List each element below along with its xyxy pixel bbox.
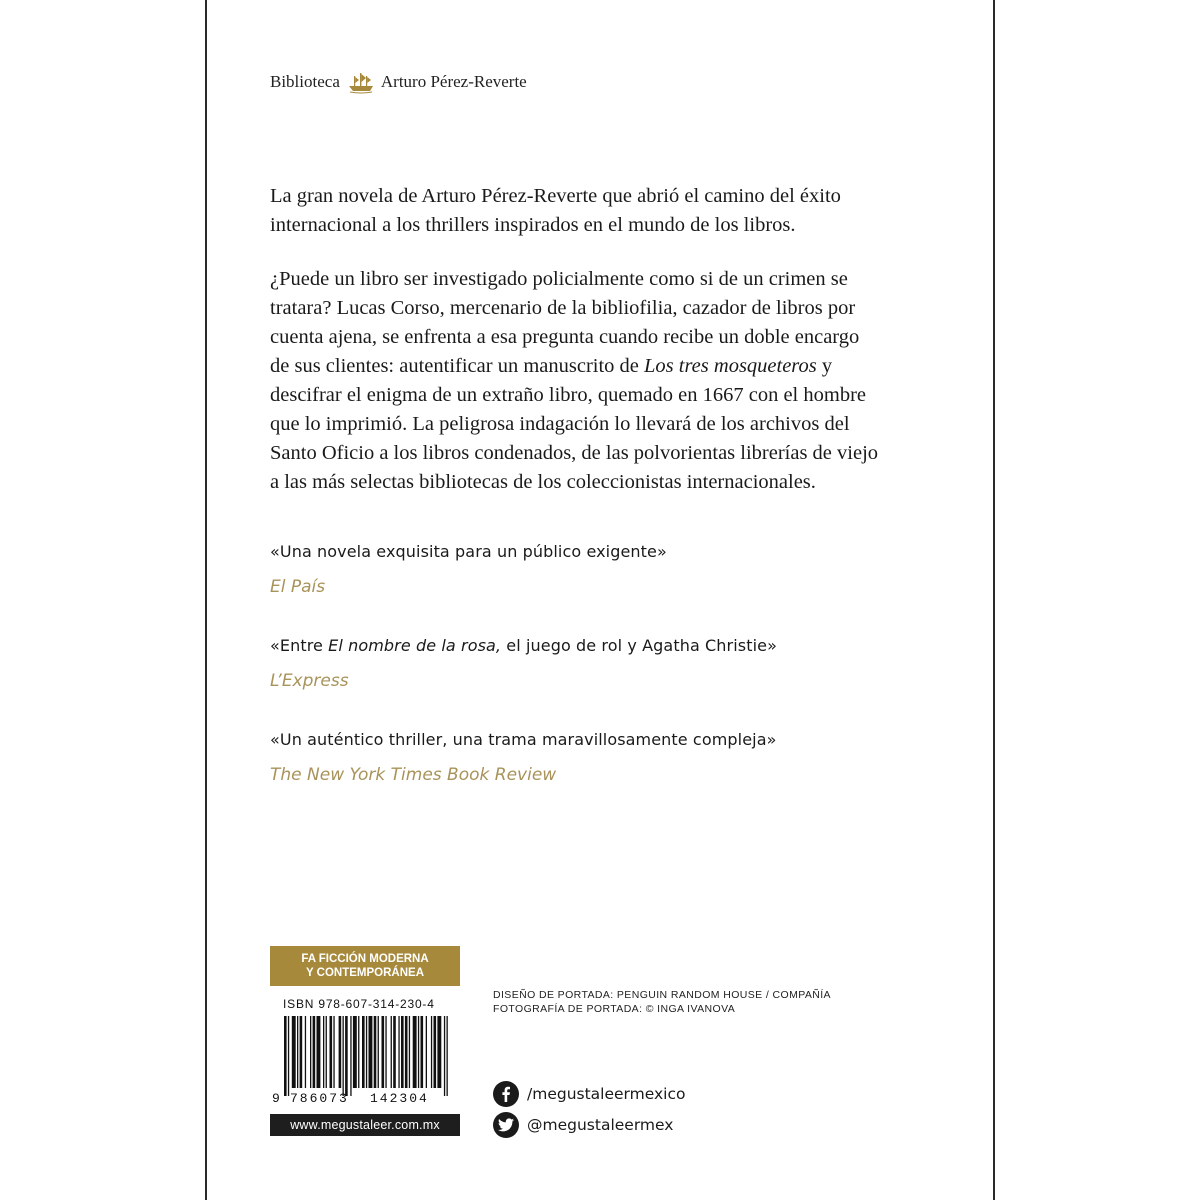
barcode-bar <box>444 1016 445 1096</box>
barcode-bar <box>350 1016 351 1096</box>
barcode-bar <box>310 1016 311 1088</box>
barcode-bar <box>288 1016 289 1096</box>
twitter-handle: @megustaleermex <box>527 1116 674 1134</box>
genre-label <box>270 946 460 986</box>
facebook-handle: /megustaleermexico <box>527 1085 686 1103</box>
barcode-bar <box>366 1016 367 1088</box>
cover-credits <box>493 988 831 1016</box>
barcode-bar <box>323 1016 324 1088</box>
genre-line-1: FA FICCIÓN MODERNA <box>301 953 429 965</box>
barcode-bar <box>317 1016 321 1088</box>
barcode-bar <box>333 1016 334 1088</box>
barcode-bar <box>413 1016 417 1088</box>
barcode-bar <box>292 1016 296 1088</box>
synopsis-intro: La gran novela de Arturo Pérez-Reverte que abrió el camino del éxito internacional a los thrillers inspirados en el mundo de los libros. <box>270 185 841 236</box>
synopsis <box>270 182 880 497</box>
barcode-bar <box>421 1016 424 1088</box>
barcode-bar <box>409 1016 410 1088</box>
barcode-bar <box>382 1016 385 1088</box>
barcode-bar <box>326 1016 327 1088</box>
quote-italic-title: El nombre de la rosa, <box>328 636 502 655</box>
quote-source: The New York Times Book Review <box>270 765 557 785</box>
barcode-bar <box>434 1016 437 1088</box>
barcode-bar <box>345 1016 348 1096</box>
barcode-bar <box>385 1016 386 1088</box>
barcode-bar <box>418 1016 419 1088</box>
barcode-digits-left: 786073 <box>290 1091 349 1104</box>
credit-photo: FOTOGRAFÍA DE PORTADA: © INGA IVANOVA <box>493 1003 736 1015</box>
facebook-link[interactable] <box>493 1081 686 1107</box>
barcode-bar <box>343 1016 344 1096</box>
barcode-bar <box>405 1016 408 1088</box>
synopsis-book-title: Los tres mosqueteros <box>644 355 817 377</box>
ship-icon <box>346 70 376 94</box>
barcode-bar <box>297 1016 298 1088</box>
collection-header <box>270 70 527 94</box>
quote-text-start: «Entre <box>270 636 329 655</box>
quote-el-pais <box>270 542 667 597</box>
barcode-bar <box>353 1016 357 1088</box>
barcode-bar <box>369 1016 373 1088</box>
barcode-digit-first: 9 <box>272 1091 280 1104</box>
isbn-text: ISBN 978-607-314-230-4 <box>283 997 435 1011</box>
quote-lexpress <box>270 636 777 691</box>
barcode-bar <box>362 1016 365 1088</box>
barcode-bar <box>378 1016 379 1088</box>
twitter-icon <box>493 1112 519 1138</box>
barcode-bar <box>447 1016 448 1096</box>
barcode-bar <box>313 1016 316 1088</box>
quote-text: «Un auténtico thriller, una trama maravillosamente compleja» <box>270 730 777 749</box>
barcode-bar <box>393 1016 396 1088</box>
barcode-bar <box>426 1016 427 1088</box>
website-url[interactable]: www.megustaleer.com.mx <box>270 1114 460 1136</box>
barcode-bar <box>358 1016 359 1088</box>
barcode-bar <box>300 1016 303 1088</box>
barcode-bar <box>398 1016 399 1088</box>
barcode-bar <box>330 1016 333 1088</box>
header-left-word: Biblioteca <box>270 72 340 91</box>
quote-text <box>270 636 777 655</box>
barcode-bar <box>374 1016 377 1088</box>
barcode-bar <box>437 1016 441 1088</box>
quote-nyt <box>270 730 776 785</box>
synopsis-body <box>270 265 880 497</box>
barcode-bar <box>391 1016 392 1088</box>
twitter-link[interactable] <box>493 1112 673 1138</box>
quote-text-end: el juego de rol y Agatha Christie» <box>501 636 777 655</box>
barcode-bar <box>401 1016 404 1088</box>
barcode-bar <box>305 1016 306 1088</box>
barcode-bar <box>339 1016 342 1088</box>
facebook-icon <box>493 1081 519 1107</box>
header-author-words: Arturo Pérez-Reverte <box>380 72 527 91</box>
barcode <box>270 1014 460 1104</box>
genre-line-2: Y CONTEMPORÁNEA <box>306 967 424 979</box>
barcode-bar <box>284 1016 287 1096</box>
barcode-digits-right: 142304 <box>370 1091 429 1104</box>
credit-design: DISEÑO DE PORTADA: PENGUIN RANDOM HOUSE / COMPAÑÍA <box>493 989 831 1001</box>
barcode-bar <box>431 1016 432 1088</box>
quote-source: El País <box>270 577 326 597</box>
barcode-bars <box>284 1016 448 1096</box>
synopsis-body-end: y descifrar el enigma de un extraño libro, quemado en 1667 con el hombre que lo imprimió. La peligrosa indagación lo llevará de los archivos del Santo Oficio a los libros condenados, de las polvorientas librerías de viejo a las más selectas bibliotecas de los coleccionistas internacionales. <box>270 355 879 493</box>
quote-text: «Una novela exquisita para un público exigente» <box>270 542 667 561</box>
quote-source: L’Express <box>270 671 349 691</box>
synopsis-body-start: ¿Puede un libro ser investigado policialmente como si de un crimen se tratara? Lucas Corso, mercenario de la bibliofilia, cazador de libros por cuenta ajena, se enfrenta a esa pregunta cuando recibe un doble encargo de sus clientes: autentificar un manuscrito de <box>270 268 860 377</box>
